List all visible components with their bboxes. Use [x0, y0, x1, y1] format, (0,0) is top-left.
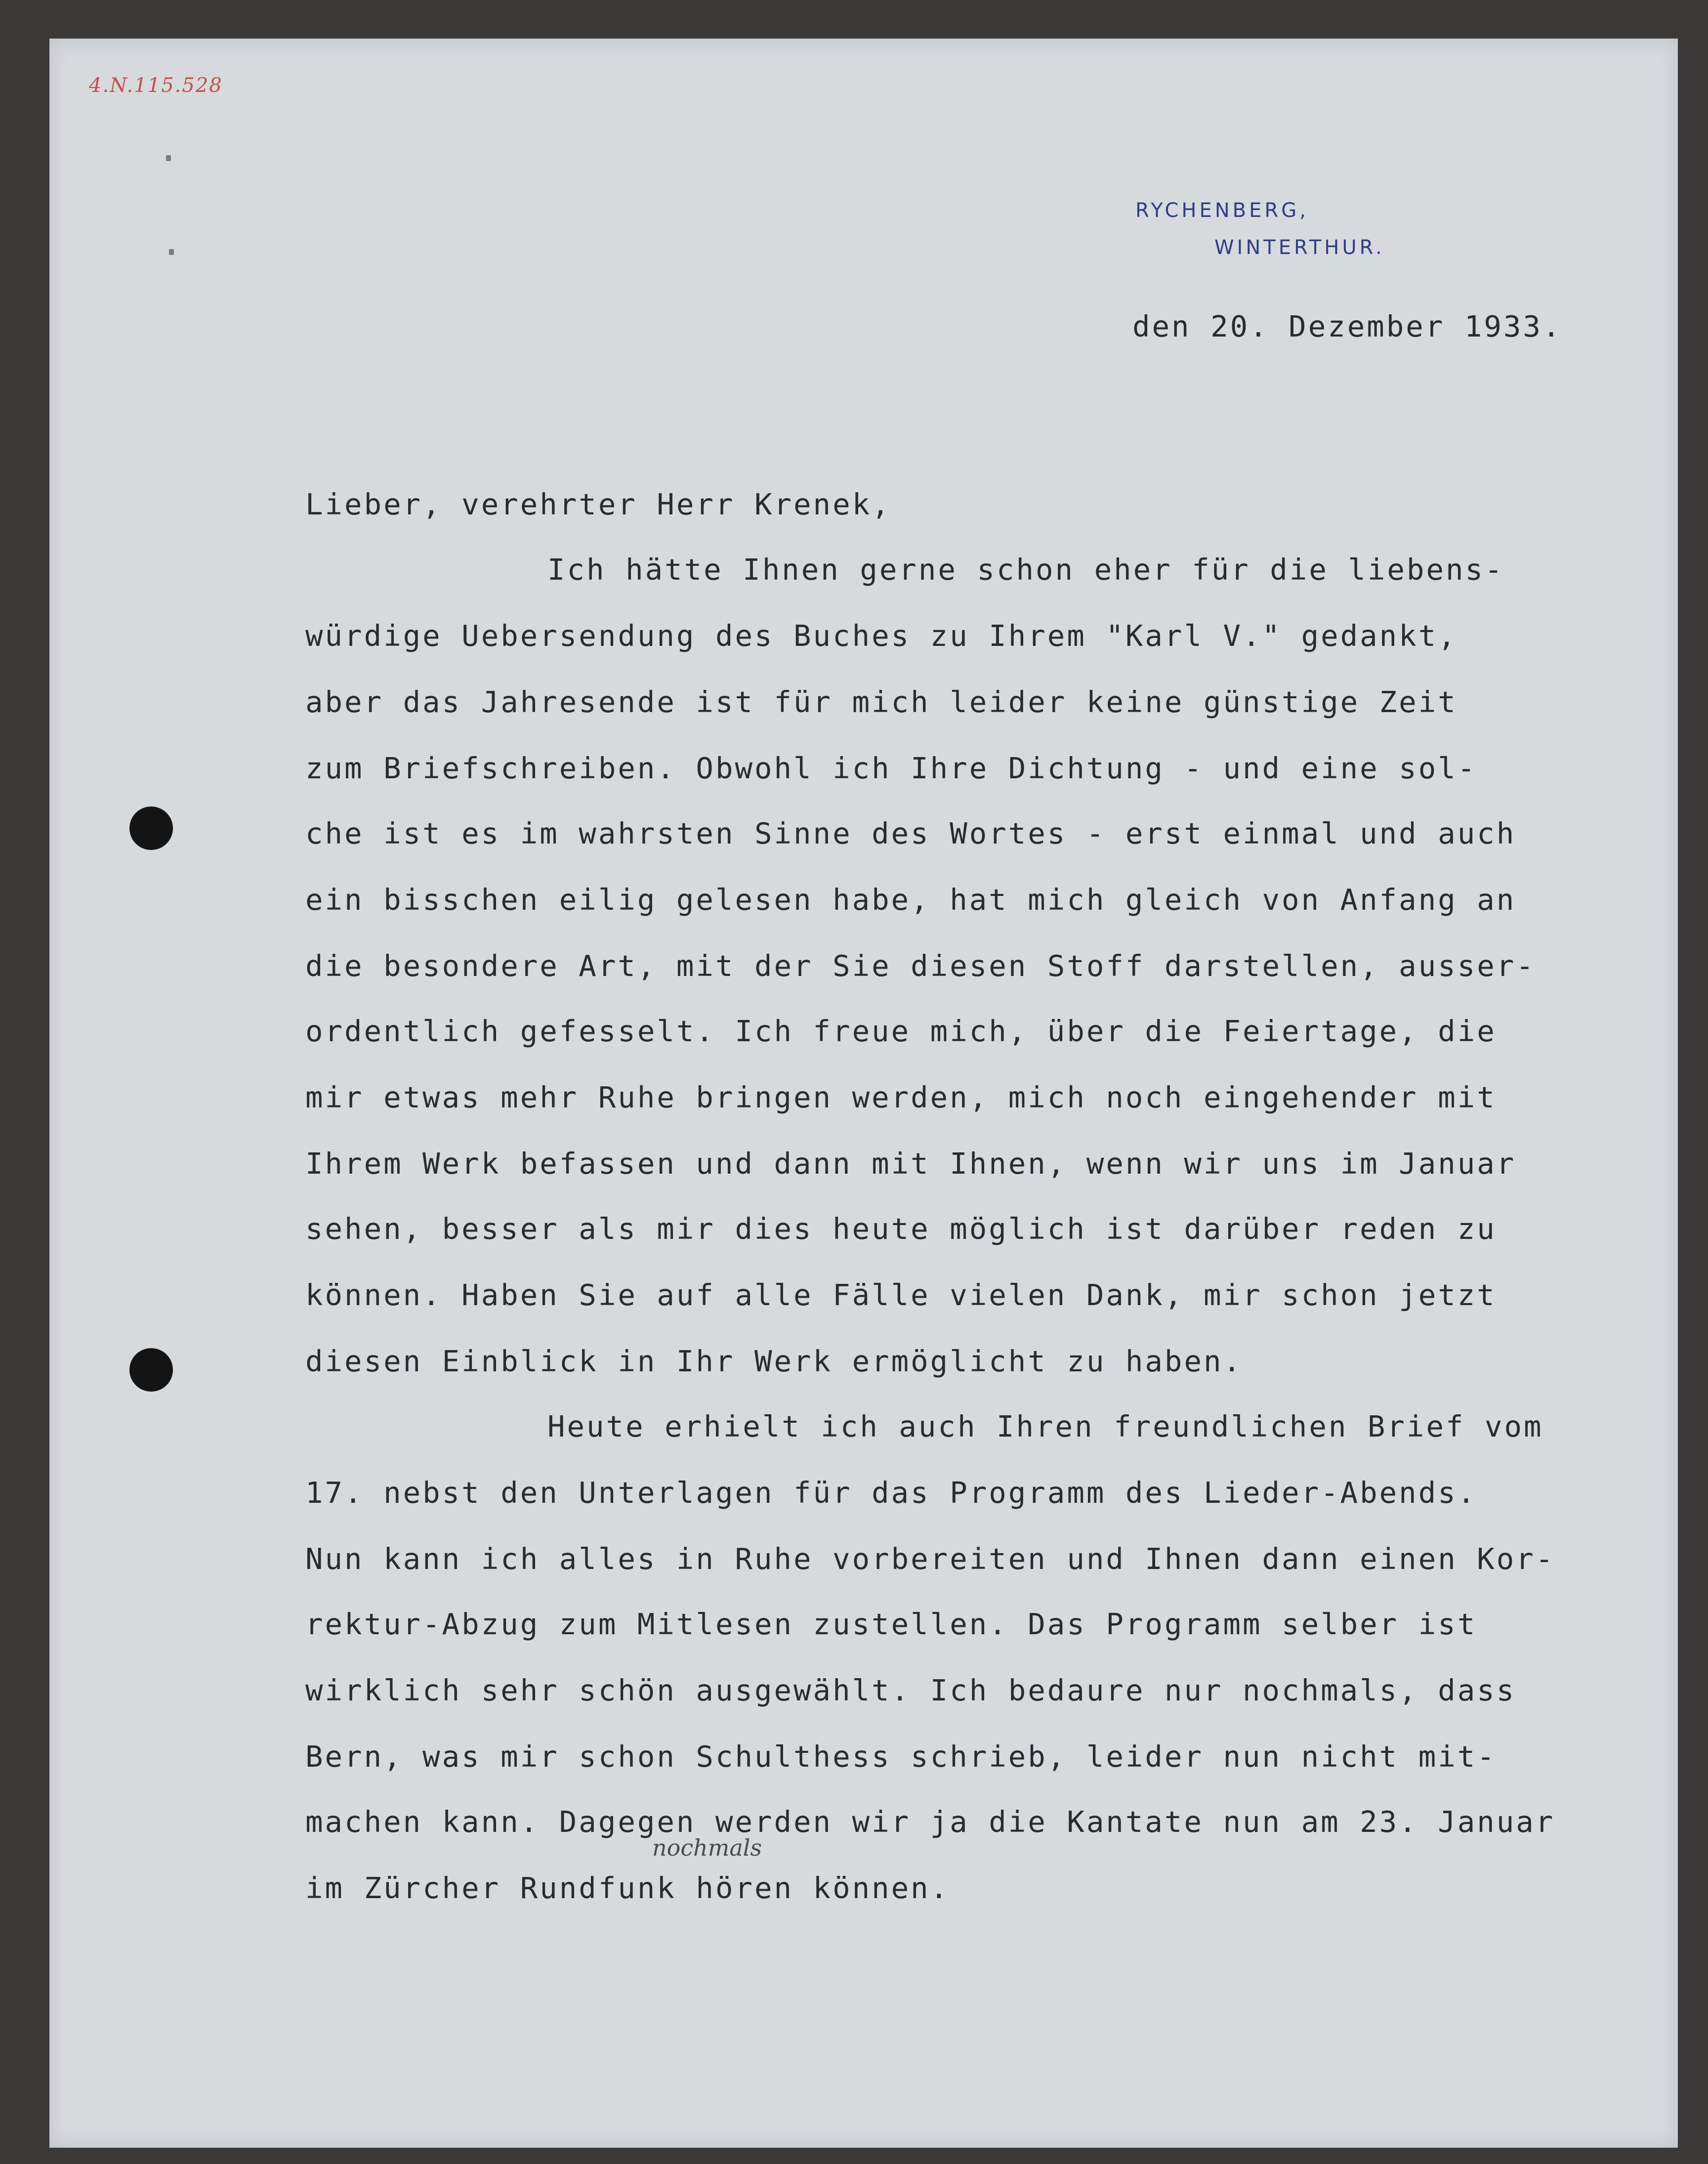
body-line: die besondere Art, mit der Sie diesen Stoff darstellen, ausser-	[305, 949, 1536, 983]
body-line: rektur-Abzug zum Mitlesen zustellen. Das Programm selber ist	[305, 1607, 1477, 1641]
body-line: können. Haben Sie auf alle Fälle vielen Dank, mir schon jetzt	[305, 1278, 1497, 1312]
body-line: Bern, was mir schon Schulthess schrieb, leider nun nicht mit-	[305, 1740, 1497, 1774]
letterhead-line-2: WINTERTHUR.	[1214, 236, 1385, 259]
body-line: machen kann. Dagegen werden wir ja die Kantate nun am 23. Januar	[305, 1805, 1555, 1839]
body-line: diesen Einblick in Ihr Werk ermöglicht zu haben.	[305, 1344, 1243, 1378]
body-line: 17. nebst den Unterlagen für das Programm des Lieder-Abends.	[305, 1476, 1477, 1510]
body-line: mir etwas mehr Ruhe bringen werden, mich noch eingehender mit	[305, 1080, 1497, 1114]
body-line: wirklich sehr schön ausgewählt. Ich bedaure nur nochmals, dass	[305, 1673, 1516, 1707]
letter-date: den 20. Dezember 1933.	[1132, 309, 1562, 343]
body-line: Nun kann ich alles in Ruhe vorbereiten und Ihnen dann einen Kor-	[305, 1542, 1555, 1576]
body-line: aber das Jahresende ist für mich leider keine günstige Zeit	[305, 685, 1458, 719]
letterhead-line-1: RYCHENBERG,	[1135, 199, 1309, 222]
paper-speck	[169, 249, 174, 255]
body-line: zum Briefschreiben. Obwohl ich Ihre Dichtung - und eine sol-	[305, 751, 1477, 785]
body-line: Ihrem Werk befassen und dann mit Ihnen, wenn wir uns im Januar	[305, 1146, 1516, 1181]
body-line: würdige Uebersendung des Buches zu Ihrem "Karl V." gedankt,	[305, 619, 1458, 653]
body-line: im Zürcher Rundfunk hören können.	[305, 1871, 950, 1905]
salutation: Lieber, verehrter Herr Krenek,	[305, 487, 891, 521]
body-line: Ich hätte Ihnen gerne schon eher für die liebens-	[547, 552, 1504, 587]
body-line: ein bisschen eilig gelesen habe, hat mich gleich von Anfang an	[305, 883, 1516, 917]
handwritten-insertion: nochmals	[652, 1834, 762, 1861]
body-line: che ist es im wahrsten Sinne des Wortes - erst einmal und auch	[305, 816, 1516, 850]
paper-speck	[166, 155, 171, 161]
punch-hole	[129, 806, 173, 850]
body-line: Heute erhielt ich auch Ihren freundlichen Brief vom	[547, 1409, 1543, 1443]
body-line: sehen, besser als mir dies heute möglich ist darüber reden zu	[305, 1212, 1497, 1246]
body-line: ordentlich gefesselt. Ich freue mich, über die Feiertage, die	[305, 1014, 1497, 1048]
archive-mark: 4.N.115.528	[89, 74, 223, 97]
punch-hole	[129, 1348, 173, 1392]
